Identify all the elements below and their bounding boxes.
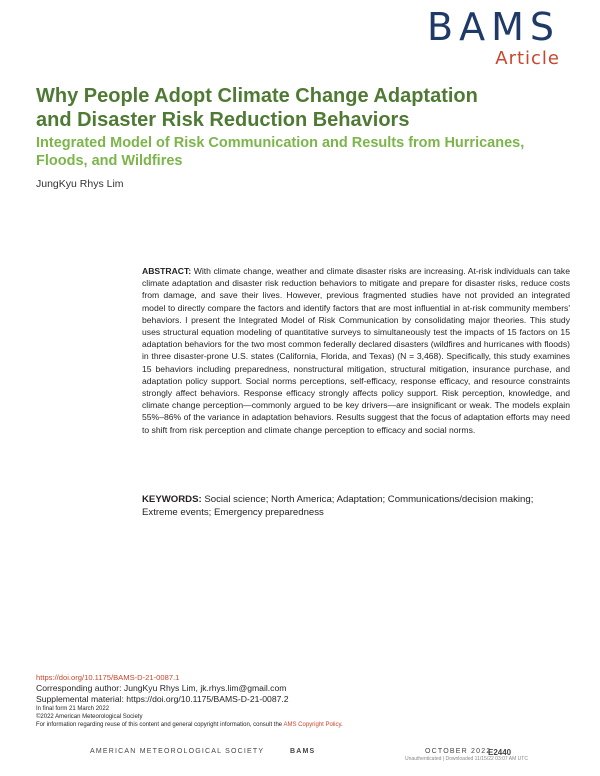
abstract <box>142 265 570 436</box>
copyright-policy-link[interactable]: AMS Copyright Policy <box>283 722 342 729</box>
reuse-suffix: . <box>341 722 343 729</box>
article-title: Why People Adopt Climate Change Adaptation and Disaster Risk Reduction Behaviors <box>36 85 478 131</box>
supplemental-material: Supplemental material: https://doi.org/10.1175/BAMS-D-21-0087.2 <box>36 694 289 704</box>
abstract-text: With climate change, weather and climate disaster risks are increasing. At-risk individuals can take climate adaptation and disaster risk reduction behaviors to mitigate and prepare for disaster risks, reduce costs from damage, and save their lives. However, previous fragmented studies have not provided an integrated model to directly compare the factors and identify factors that are most influential in at-risk community members' behaviors. I present the Integrated Model of Risk Communication by consolidating major theories. This study uses structural equation modeling of quantitative surveys to simultaneously test the impacts of 15 factors on 15 adaptation behaviors for the two most common federally declared disasters (wildfires and hurricanes with floods) in three disaster-prone U.S. states (California, Florida, and Texas) (N = 3,468). Specifically, this study examines 15 behaviors including preparedness, nonstructural mitigation, structural mitigation, insurance purchase, and adaptation policy support. Social norms perceptions, self-efficacy, response efficacy, and resource constraints strongly affect behaviors. Response efficacy strongly affects policy support. Risk perception, knowledge, and climate change perception—commonly argued to be key drivers—are insignificant or weak. The models explain 55%–86% of the variance in adaptation behaviors. Results suggest that the focus of adaptation efforts may need to shift from risk perception and climate change perception to efficacy and social norms. <box>142 266 570 435</box>
abstract-label: ABSTRACT: <box>142 266 192 276</box>
keywords-text: Social science; North America; Adaptation; Communications/decision making; Extreme events; Emergency preparedness <box>142 494 534 518</box>
reuse-prefix: For information regarding reuse of this content and general copyright information, consult the <box>36 722 284 729</box>
keywords <box>142 493 570 519</box>
front-matter <box>36 672 576 730</box>
keywords-label: KEYWORDS: <box>142 494 202 505</box>
download-stamp: Unauthenticated | Downloaded 11/15/22 03:07 AM UTC <box>405 756 528 762</box>
final-form-date: In final form 21 March 2022 <box>36 706 110 712</box>
footer-date: OCTOBER 2022 <box>425 748 492 755</box>
corresponding-author: Corresponding author: JungKyu Rhys Lim, jk.rhys.lim@gmail.com <box>36 683 287 693</box>
doi-link[interactable]: https://doi.org/10.1175/BAMS-D-21-0087.1 <box>36 673 180 682</box>
article-subtitle: Integrated Model of Risk Communication and Results from Hurricanes, Floods, and Wildfires <box>36 135 525 169</box>
footer-society: AMERICAN METEOROLOGICAL SOCIETY <box>90 748 265 755</box>
copyright-line: ©2022 American Meteorological Society <box>36 714 143 721</box>
footer-journal: BAMS <box>290 748 316 755</box>
page-footer <box>0 748 600 762</box>
logo-article-type: Article <box>495 48 560 69</box>
journal-logo <box>427 5 560 70</box>
footer-page-number: E2440 <box>488 748 512 757</box>
logo-journal-name: BAMS <box>427 5 560 49</box>
author-name: JungKyu Rhys Lim <box>36 178 124 190</box>
reuse-notice <box>36 721 576 729</box>
